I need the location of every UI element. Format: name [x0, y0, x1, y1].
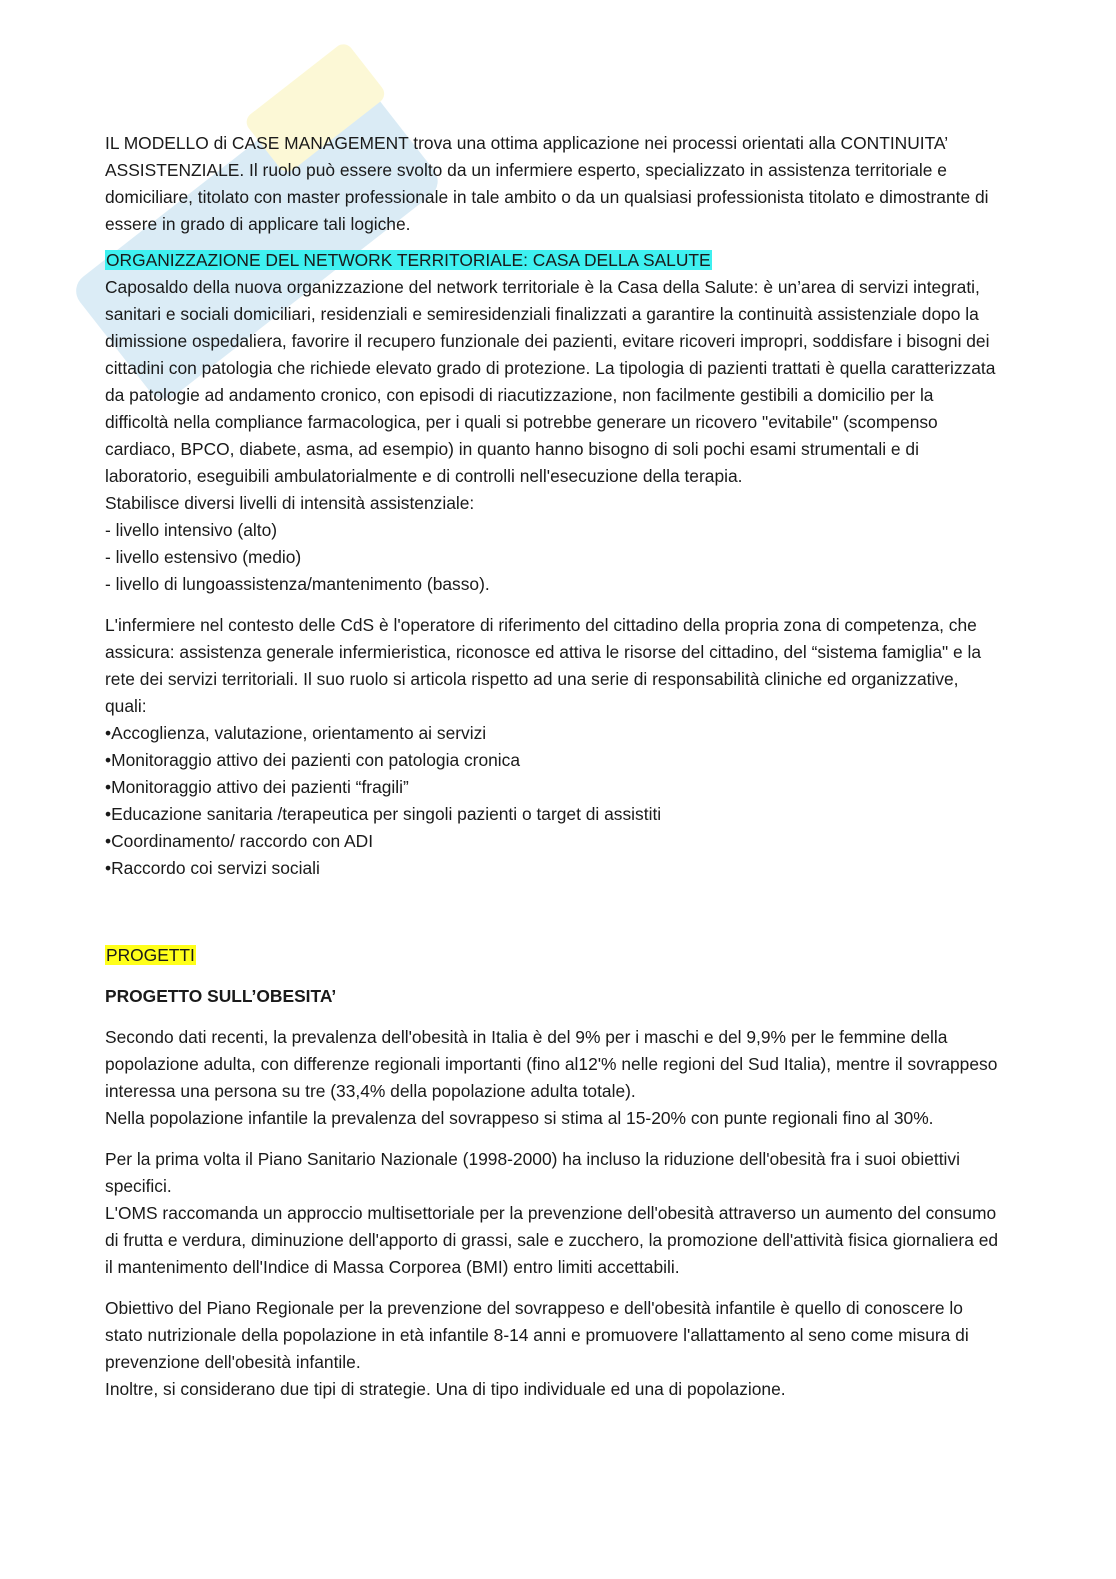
list-item: •Coordinamento/ raccordo con ADI: [105, 831, 374, 851]
obesity-paragraph-3a: Obiettivo del Piano Regionale per la prevenzione del sovrappeso e dell'obesità infantile è quello di conoscere lo stato nutrizionale della popolazione in età infantile 8-14 anni e promuovere l'allattamento al seno come misura di prevenzione dell'obesità infantile.: [105, 1298, 969, 1372]
list-item: •Raccordo coi servizi sociali: [105, 858, 320, 878]
obesity-paragraph-2b: L'OMS raccomanda un approccio multisettoriale per la prevenzione dell'obesità attraverso un aumento del consumo di frutta e verdura, diminuzione dell'apporto di grassi, sale e zucchero, la promozione dell'attività fisica giornaliera ed il mantenimento dell'Indice di Massa Corporea (BMI) entro limiti accettabili.: [105, 1203, 999, 1277]
obesity-paragraph-1b: Nella popolazione infantile la prevalenza del sovrappeso si stima al 15-20% con punte regionali fino al 30%.: [105, 1108, 934, 1128]
levels-intro: Stabilisce diversi livelli di intensità assistenziale:: [105, 493, 475, 513]
network-paragraph: Caposaldo della nuova organizzazione del network territoriale è la Casa della Salute: è un’area di servizi integrati, sanitari e sociali domiciliari, residenziali e semiresidenziali finalizzati a garantire la continuità assistenziale dopo la dimissione ospedaliera, favorire il recupero funzionale dei pazienti, evitare ricoveri impropri, soddisfare i bisogni dei cittadini con patologia che richiede elevato grado di protezione. La tipologia di pazienti trattati è quella caratterizzata da patologie ad andamento cronico, con episodi di riacutizzazione, non facilmente gestibili a domicilio per la difficoltà nella compliance farmacologica, per i quali si potrebbe generare un ricovero "evitabile" (scompenso cardiaco, BPCO, diabete, asma, ad esempio) in quanto hanno bisogno di soli pochi esami strumentali e di laboratorio, eseguibili ambulatorialmente e di controlli nell'esecuzione della terapia.: [105, 277, 996, 486]
nurse-paragraph: L'infermiere nel contesto delle CdS è l'operatore di riferimento del cittadino della propria zona di competenza, che assicura: assistenza generale infermieristica, riconosce ed attiva le risorse del cittadino, del “sistema famiglia" e la rete dei servizi territoriali. Il suo ruolo si articola rispetto ad una serie di responsabilità cliniche ed organizzative, quali:: [105, 615, 982, 716]
list-item: •Monitoraggio attivo dei pazienti “fragili”: [105, 777, 409, 797]
obesity-paragraph-1a: Secondo dati recenti, la prevalenza dell'obesità in Italia è del 9% per i maschi e del 9,9% per le femmine della popolazione adulta, con differenze regionali importanti (fino al12'% nelle regioni del Sud Italia), mentre il sovrappeso interessa una persona su tre (33,4% della popolazione adulta totale).: [105, 1027, 998, 1101]
document-page: [105, 130, 1000, 1403]
list-item: •Monitoraggio attivo dei pazienti con patologia cronica: [105, 750, 521, 770]
list-item: •Educazione sanitaria /terapeutica per singoli pazienti o target di assistiti: [105, 804, 662, 824]
list-item: •Accoglienza, valutazione, orientamento ai servizi: [105, 723, 487, 743]
intro-paragraph: IL MODELLO di CASE MANAGEMENT trova una ottima applicazione nei processi orientati alla CONTINUITA’ ASSISTENZIALE. Il ruolo può essere svolto da un infermiere esperto, specializzato in assistenza territoriale e domiciliare, titolato con master professionale in tale ambito o da un qualsiasi professionista titolato e dimostrante di essere in grado di applicare tali logiche.: [105, 133, 989, 234]
list-item: - livello intensivo (alto): [105, 520, 278, 540]
obesity-paragraph-3b: Inoltre, si considerano due tipi di strategie. Una di tipo individuale ed una di popolazione.: [105, 1379, 786, 1399]
network-heading-line: [105, 247, 1000, 274]
obesity-paragraph-2a: Per la prima volta il Piano Sanitario Nazionale (1998-2000) ha incluso la riduzione dell'obesità fra i suoi obiettivi specifici.: [105, 1149, 960, 1196]
responsibilities-list: [105, 720, 1000, 882]
projects-heading: PROGETTI: [106, 945, 195, 965]
obesity-title: PROGETTO SULL’OBESITA’: [105, 986, 337, 1006]
network-heading: ORGANIZZAZIONE DEL NETWORK TERRITORIALE: CASA DELLA SALUTE: [106, 250, 711, 270]
list-item: - livello estensivo (medio): [105, 547, 302, 567]
projects-heading-line: [105, 942, 1000, 969]
levels-list: [105, 517, 1000, 598]
list-item: - livello di lungoassistenza/mantenimento (basso).: [105, 574, 490, 594]
